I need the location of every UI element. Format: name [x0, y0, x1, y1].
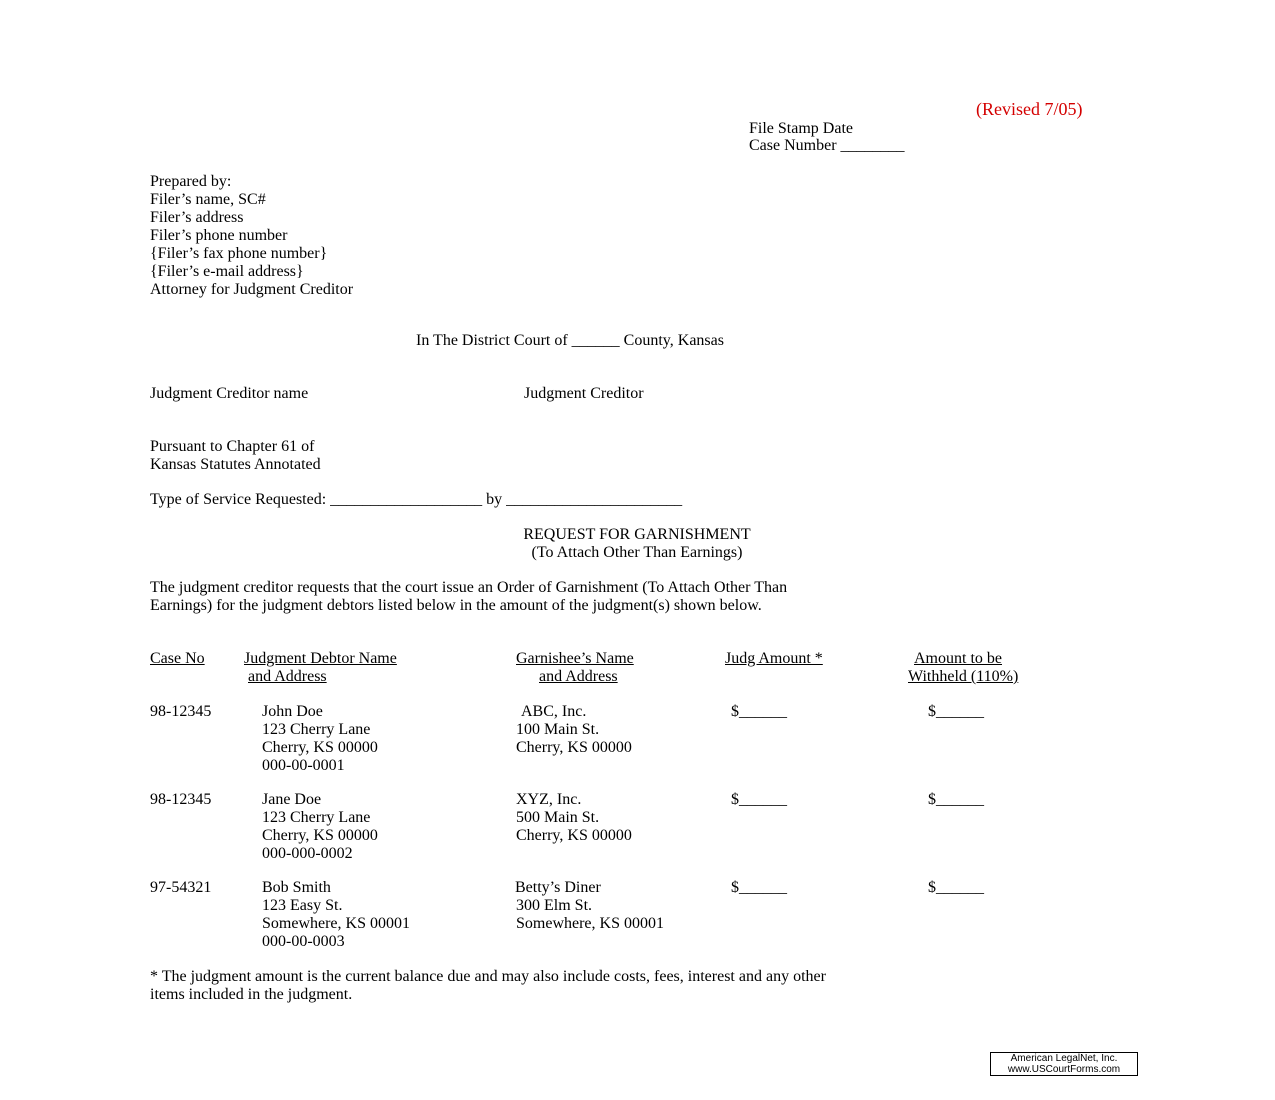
row-judg-amount: $______	[731, 791, 787, 808]
debtor-line: John Doe	[262, 703, 323, 720]
intro-paragraph	[150, 579, 787, 615]
header-debtor	[244, 650, 397, 686]
row-debtor	[262, 791, 378, 863]
form-title	[437, 526, 837, 562]
prepared-line: Attorney for Judgment Creditor	[150, 281, 354, 298]
intro-line: Earnings) for the judgment debtors listed below in the amount of the judgment(s) shown below.	[150, 597, 762, 614]
debtor-line: Cherry, KS 00000	[262, 827, 378, 844]
publisher-name: American LegalNet, Inc.	[1010, 1053, 1118, 1064]
header-line: Judgment Debtor Name	[244, 650, 397, 667]
header-line: and Address	[539, 668, 618, 685]
garnishee-line: Somewhere, KS 00001	[516, 915, 664, 932]
header-garnishee	[516, 650, 634, 686]
pursuant-block	[150, 438, 321, 474]
header-judg-amount: Judg Amount *	[725, 650, 823, 667]
prepared-line: Filer’s address	[150, 209, 244, 226]
debtor-line: Bob Smith	[262, 879, 331, 896]
footnote	[150, 968, 826, 1004]
pursuant-line: Pursuant to Chapter 61 of	[150, 438, 315, 455]
footnote-line: * The judgment amount is the current balance due and may also include costs, fees, interest and any other	[150, 968, 826, 985]
garnishee-line: 300 Elm St.	[516, 897, 593, 914]
intro-line: The judgment creditor requests that the court issue an Order of Garnishment (To Attach Other Than	[150, 579, 788, 596]
prepared-by-block	[150, 173, 353, 299]
row-judg-amount: $______	[731, 703, 787, 720]
publisher-url: www.USCourtForms.com	[1007, 1064, 1121, 1075]
row-judg-amount: $______	[731, 879, 787, 896]
header-line: Amount to be	[914, 650, 1002, 667]
garnishee-line: Cherry, KS 00000	[516, 827, 632, 844]
row-withheld: $______	[928, 879, 984, 896]
creditor-label: Judgment Creditor	[524, 385, 644, 402]
case-number: Case Number ________	[749, 137, 905, 154]
row-case-no: 98-12345	[150, 791, 212, 808]
garnishee-line: 100 Main St.	[516, 721, 600, 738]
form-title-line: REQUEST FOR GARNISHMENT	[523, 526, 751, 543]
row-garnishee	[516, 791, 632, 845]
prepared-line: {Filer’s e-mail address}	[150, 263, 304, 280]
publisher-footer	[990, 1052, 1138, 1076]
garnishee-line: Betty’s Diner	[515, 879, 601, 896]
row-case-no: 97-54321	[150, 879, 212, 896]
creditor-name: Judgment Creditor name	[150, 385, 309, 402]
row-withheld: $______	[928, 703, 984, 720]
debtor-line: 000-000-0002	[262, 845, 353, 862]
pursuant-line: Kansas Statutes Annotated	[150, 456, 321, 473]
footnote-line: items included in the judgment.	[150, 986, 353, 1003]
file-stamp-date: File Stamp Date	[749, 120, 853, 137]
header-case-no: Case No	[150, 650, 205, 667]
revised-note: (Revised 7/05)	[976, 99, 1083, 119]
debtor-line: Cherry, KS 00000	[262, 739, 378, 756]
debtor-line: 000-00-0003	[262, 933, 345, 950]
prepared-line: {Filer’s fax phone number}	[150, 245, 328, 262]
prepared-line: Filer’s phone number	[150, 227, 288, 244]
debtor-line: Somewhere, KS 00001	[262, 915, 410, 932]
prepared-line: Filer’s name, SC#	[150, 191, 266, 208]
header-line: Withheld (110%)	[908, 668, 1019, 685]
row-withheld: $______	[928, 791, 984, 808]
debtor-line: Jane Doe	[262, 791, 322, 808]
header-line: and Address	[248, 668, 327, 685]
debtor-line: 000-00-0001	[262, 757, 345, 774]
row-debtor	[262, 879, 410, 951]
row-garnishee	[515, 879, 664, 933]
service-requested: Type of Service Requested: ___________________ by ______________________	[150, 491, 683, 508]
form-subtitle: (To Attach Other Than Earnings)	[531, 544, 743, 561]
garnishee-line: Cherry, KS 00000	[516, 739, 632, 756]
garnishee-line: XYZ, Inc.	[516, 791, 582, 808]
prepared-line: Prepared by:	[150, 173, 232, 190]
debtor-line: 123 Easy St.	[262, 897, 343, 914]
garnishee-line: 500 Main St.	[516, 809, 600, 826]
debtor-line: 123 Cherry Lane	[262, 721, 371, 738]
row-debtor	[262, 703, 378, 775]
garnishee-line: ABC, Inc.	[521, 703, 587, 720]
debtor-line: 123 Cherry Lane	[262, 809, 371, 826]
header-withheld	[908, 650, 1018, 686]
row-case-no: 98-12345	[150, 703, 212, 720]
court-heading: In The District Court of ______ County, Kansas	[416, 332, 724, 349]
header-line: Garnishee’s Name	[516, 650, 634, 667]
row-garnishee	[516, 703, 632, 757]
